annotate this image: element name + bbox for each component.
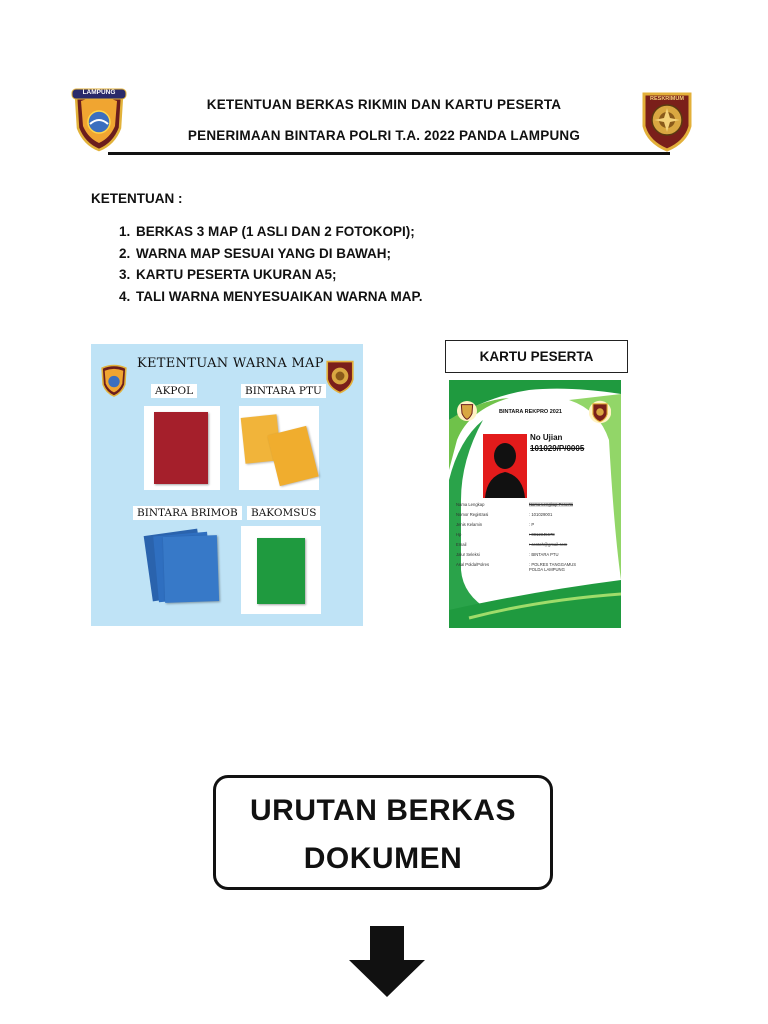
card-right-logo [589, 400, 611, 424]
no-ujian-label: No Ujian [530, 433, 563, 442]
card-left-logo [457, 400, 477, 422]
ptu-folder-frame [239, 406, 319, 490]
field-value: : POLRES TANGGAMUS POLDA LAMPUNG [529, 562, 577, 572]
panel-left-logo [99, 362, 129, 398]
label-bintara-ptu: BINTARA PTU [241, 384, 326, 398]
field-value: : P [529, 522, 535, 527]
field-label: Asal Polda/Polres [456, 562, 490, 567]
header-divider [108, 152, 670, 155]
field-label: Jalur Seleksi [456, 552, 480, 557]
right-logo-text: RESKRIMUM [650, 96, 684, 102]
color-map-panel [91, 344, 363, 626]
ketentuan-item: 1. BERKAS 3 MAP (1 ASLI DAN 2 FOTOKOPI); [134, 221, 423, 243]
field-value: : BINTARA PTU [529, 552, 559, 557]
brimob-folder-frame [144, 524, 224, 614]
header-title-line1: KETENTUAN BERKAS RIKMIN DAN KARTU PESERTA [206, 97, 562, 112]
label-bakomsus: BAKOMSUS [247, 506, 320, 520]
ketentuan-item: 2. WARNA MAP SESUAI YANG DI BAWAH; [134, 243, 423, 265]
ketentuan-item: 3. KARTU PESERTA UKURAN A5; [134, 264, 423, 286]
field-label: Nomor Registrasi [456, 512, 489, 517]
ptu-folder [267, 426, 318, 486]
urutan-line2: DOKUMEN [303, 842, 463, 875]
field-value: : 101029001 [529, 512, 553, 517]
no-ujian-value: 101029/P/0005 [530, 444, 585, 453]
field-value: : contoh@gmail.com [529, 542, 568, 547]
urutan-line1: URUTAN BERKAS [250, 794, 516, 827]
field-value: Nama Lengkap Peserta [529, 502, 573, 507]
bakomsus-folder-frame [241, 526, 321, 614]
field-value: : 0812345678 [529, 532, 555, 537]
ketentuan-item: 4. TALI WARNA MENYESUAIKAN WARNA MAP. [134, 286, 423, 308]
ketentuan-title: KETENTUAN : [91, 191, 183, 206]
color-map-title: KETENTUAN WARNA MAP [137, 356, 324, 371]
bakomsus-folder [257, 538, 305, 604]
label-bintara-brimob: BINTARA BRIMOB [133, 506, 242, 520]
field-label: Email [456, 542, 467, 547]
akpol-folder [154, 412, 208, 484]
field-label: Jenis Kelamin [456, 522, 483, 527]
field-label: Hp [456, 532, 462, 537]
field-label: Nama Lengkap [456, 502, 485, 507]
down-arrow-icon [348, 926, 426, 998]
akpol-folder-frame [144, 406, 220, 490]
left-logo-text: LAMPUNG [82, 89, 116, 96]
label-akpol: AKPOL [151, 384, 197, 398]
brimob-folder [163, 535, 219, 603]
ketentuan-list [112, 221, 423, 307]
header-title-line2: PENERIMAAN BINTARA POLRI T.A. 2022 PANDA LAMPUNG [187, 128, 581, 143]
card-title: BINTARA REKPRO 2021 [499, 409, 562, 415]
participant-photo [483, 434, 527, 498]
kartu-peserta-label: KARTU PESERTA [445, 340, 628, 373]
urutan-berkas-box [213, 775, 553, 890]
panel-right-logo [325, 358, 355, 394]
participant-card [449, 380, 621, 628]
